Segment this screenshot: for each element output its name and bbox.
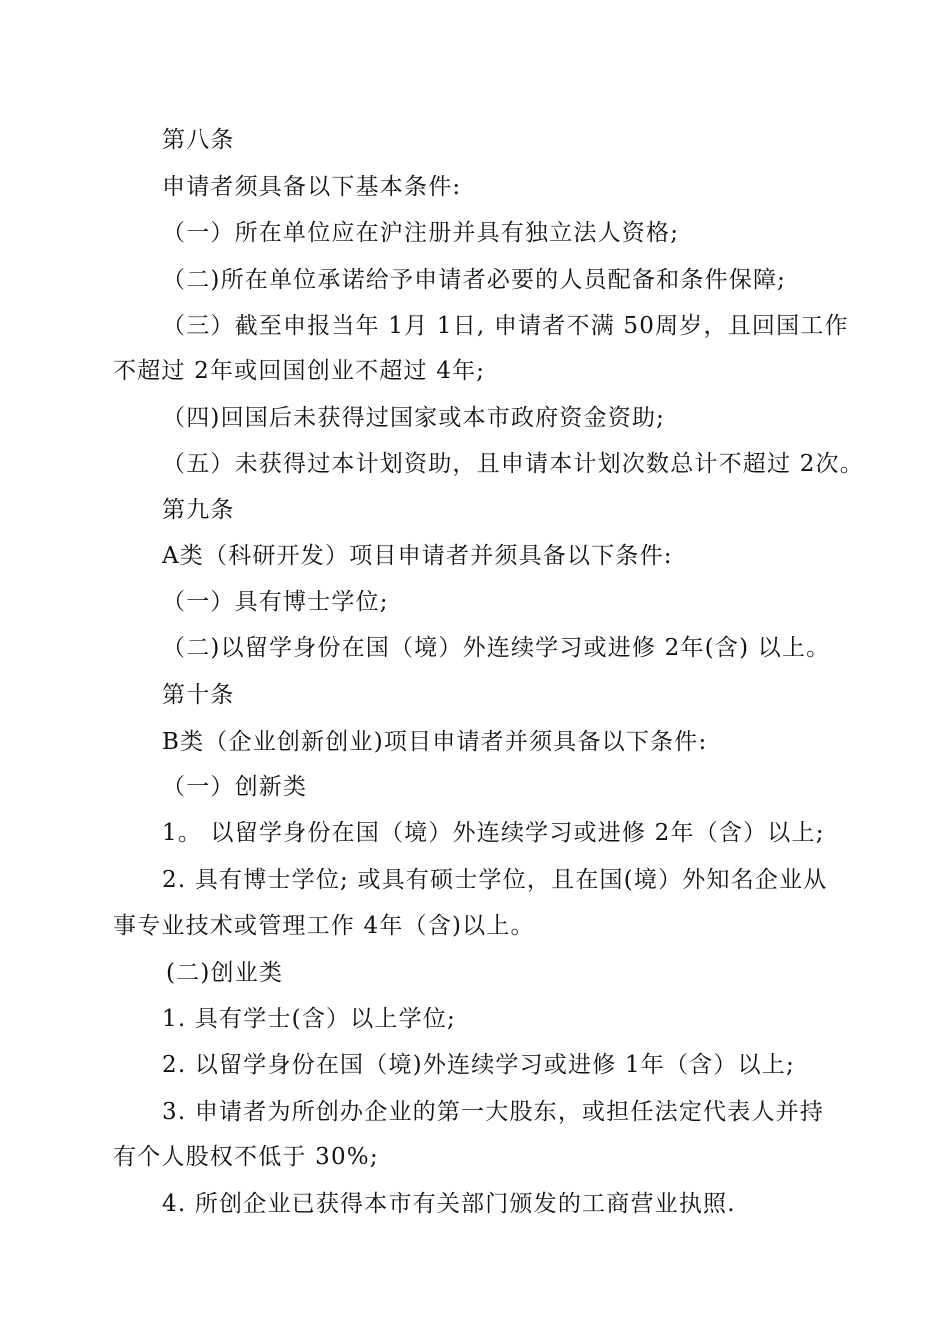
article-10-section-1: （一）创新类 bbox=[162, 774, 308, 800]
article-8-heading: 第八条 bbox=[162, 127, 235, 153]
article-10-heading: 第十条 bbox=[162, 682, 235, 708]
article-10-section-2: (二)创业类 bbox=[166, 960, 284, 986]
article-9-item-2: （二)以留学身份在国（境）外连续学习或进修 2年(含) 以上。 bbox=[162, 635, 831, 661]
article-9-heading: 第九条 bbox=[162, 497, 235, 523]
article-10-section-2-item-1: 1. 具有学士(含）以上学位; bbox=[162, 1006, 456, 1032]
article-10-section-2-item-3: 3. 申请者为所创办企业的第一大股东，或担任法定代表人并持 bbox=[162, 1099, 825, 1125]
article-8-item-3-cont: 不超过 2年或回国创业不超过 4年; bbox=[113, 358, 486, 384]
article-10-section-2-item-3-cont: 有个人股权不低于 30%; bbox=[113, 1144, 379, 1170]
article-8-item-5: （五）未获得过本计划资助，且申请本计划次数总计不超过 2次。 bbox=[162, 451, 864, 477]
article-10-section-1-item-2: 2. 具有博士学位; 或具有硕士学位，且在国(境）外知名企业从 bbox=[162, 867, 828, 893]
article-9-item-1: （一）具有博士学位; bbox=[162, 589, 389, 615]
article-10-section-1-item-2-cont: 事专业技术或管理工作 4年（含)以上。 bbox=[113, 913, 535, 939]
article-10-section-1-item-1: 1。 以留学身份在国（境）外连续学习或进修 2年（含）以上; bbox=[162, 820, 825, 846]
article-8-item-2: （二)所在单位承诺给予申请者必要的人员配备和条件保障; bbox=[162, 267, 787, 293]
article-8-item-3: （三）截至申报当年 1月 1日, 申请者不满 50周岁，且回国工作 bbox=[162, 313, 849, 339]
article-8-intro: 申请者须具备以下基本条件: bbox=[162, 174, 462, 200]
article-9-intro: A类（科研开发）项目申请者并须具备以下条件: bbox=[162, 543, 673, 569]
article-8-item-4: （四)回国后未获得过国家或本市政府资金资助; bbox=[162, 405, 666, 431]
article-8-item-1: （一）所在单位应在沪注册并具有独立法人资格; bbox=[162, 220, 680, 246]
article-10-section-2-item-2: 2. 以留学身份在国（境)外连续学习或进修 1年（含）以上; bbox=[162, 1052, 795, 1078]
article-10-section-2-item-4: 4. 所创企业已获得本市有关部门颁发的工商营业执照. bbox=[162, 1191, 736, 1217]
article-10-intro: B类（企业创新创业)项目申请者并须具备以下条件: bbox=[162, 729, 708, 755]
